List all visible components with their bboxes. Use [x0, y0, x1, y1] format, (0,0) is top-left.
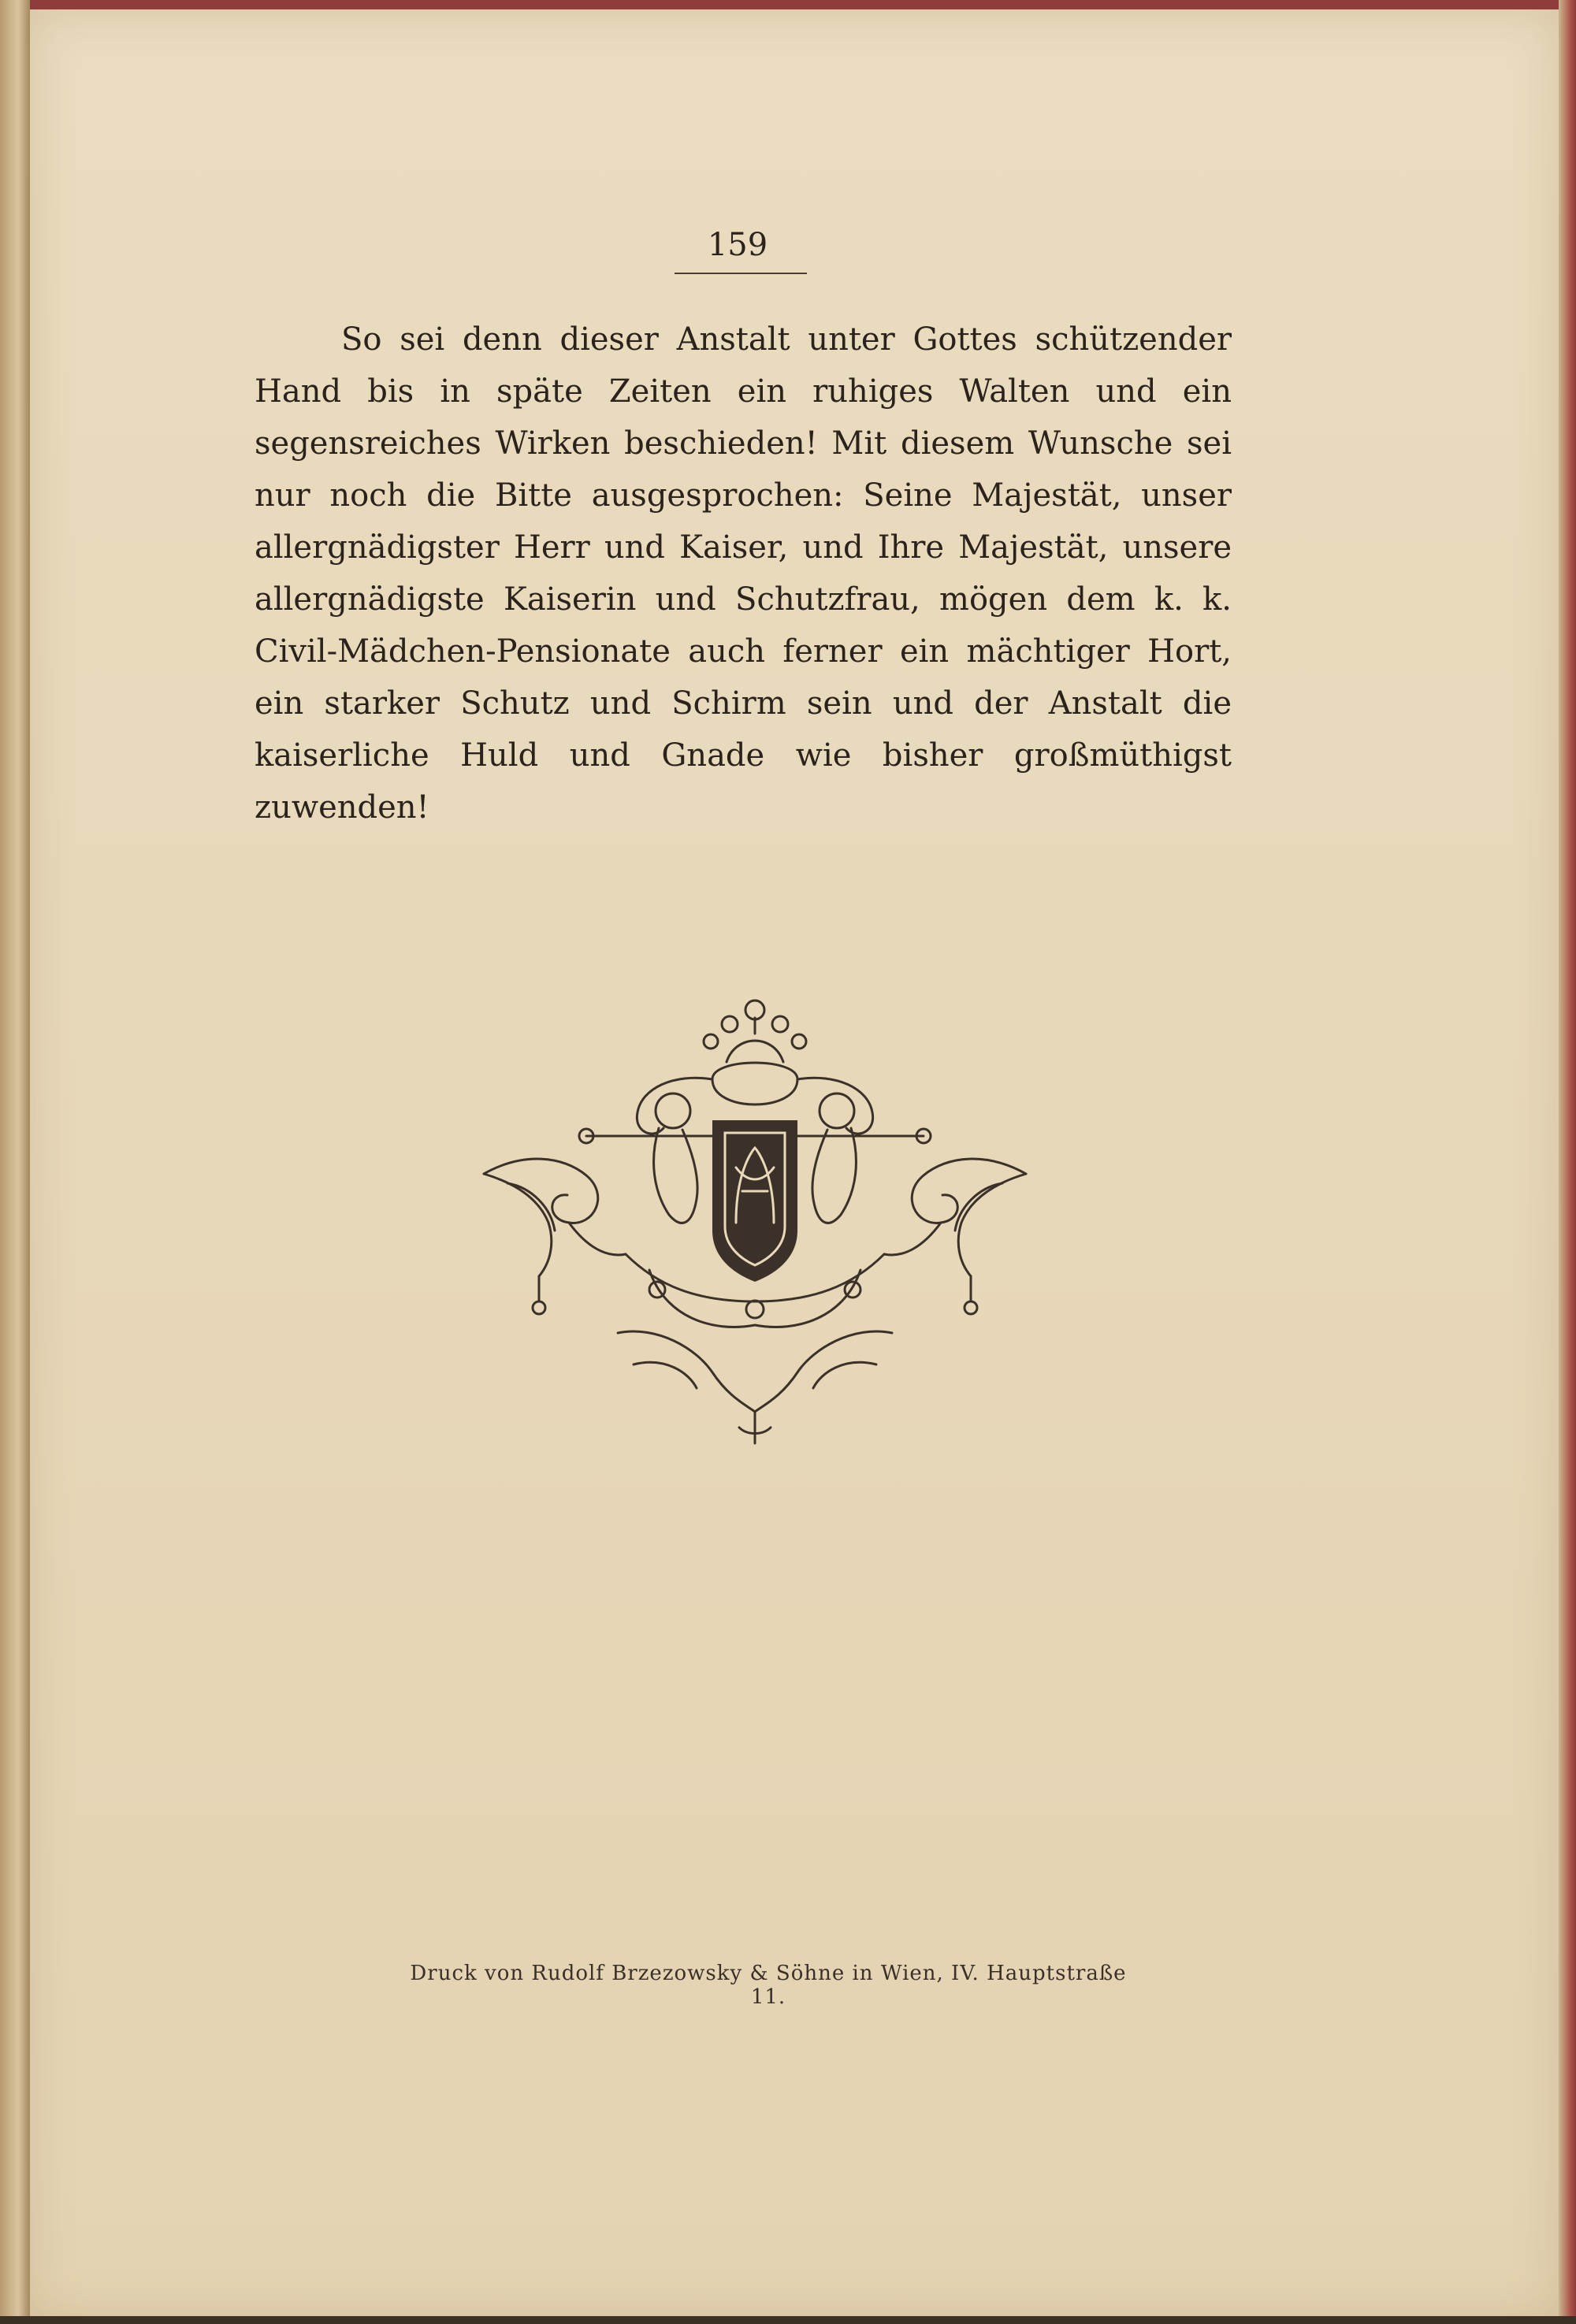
ornamental-vignette-icon	[476, 986, 1034, 1448]
closing-paragraph: So sei denn dieser Anstalt unter Gottes schützender Hand bis in späte Zeiten ein ruhiges Walten und ein segensreiches Wirken beschieden! Mit diesem Wunsche sei nur noch die Bitte ausgesprochen: Seine Majestät, unser allergnädigster Herr und Kaiser, und Ihre Majestät, unsere allergnädigste Kaiserin und Schutzfrau, mögen dem k. k. Civil-Mädchen-Pensionate auch ferner ein mächtiger Hort, ein starker Schutz und Schirm sein und der Anstalt die kaiserliche Huld und Gnade wie bisher großmüthigst zuwenden!	[255, 321, 1232, 826]
book-cover-edge	[1559, 0, 1576, 2324]
book-bottom-edge	[0, 2316, 1576, 2324]
printer-imprint: Druck von Rudolf Brzezowsky & Söhne in Wien, IV. Hauptstraße 11.	[410, 1962, 1127, 2009]
book-top-edge	[0, 0, 1576, 9]
page-number-rule	[675, 273, 807, 274]
book-spine-edge	[0, 0, 30, 2324]
body-text	[255, 314, 1232, 833]
page-number: 159	[707, 227, 768, 263]
